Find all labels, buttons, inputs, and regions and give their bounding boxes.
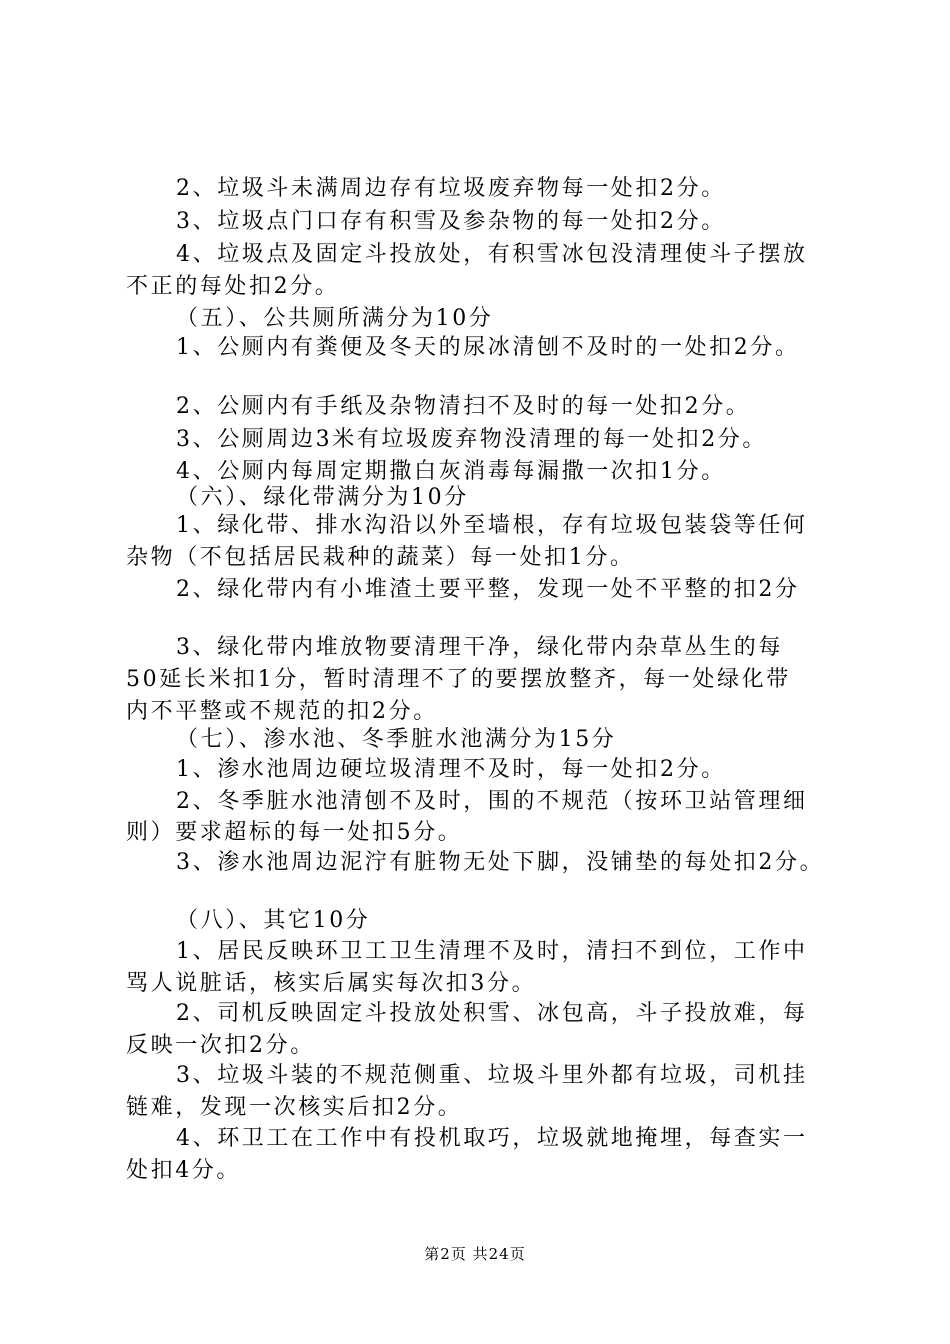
section-heading: （七）、渗水池、冬季脏水池满分为15分: [176, 727, 617, 752]
body-line: 4、公厕内每周定期撒白灰消毒每漏撒一次扣1分。: [176, 459, 726, 484]
body-line: 1、绿化带、排水沟沿以外至墙根，存有垃圾包装袋等任何: [176, 513, 808, 538]
body-line: 2、冬季脏水池清刨不及时，围的不规范（按环卫站管理细: [176, 789, 808, 814]
body-line: 4、垃圾点及固定斗投放处，有积雪冰包没清理使斗子摆放: [176, 242, 808, 267]
body-line: 2、司机反映固定斗投放处积雪、冰包高，斗子投放难，每: [176, 1001, 808, 1026]
body-line: 3、垃圾斗装的不规范侧重、垃圾斗里外都有垃圾，司机挂: [176, 1063, 808, 1088]
section-heading: （六）、绿化带满分为10分: [176, 485, 469, 510]
page-number-footer: 第2页 共24页: [424, 1245, 526, 1263]
body-line: 链难，发现一次核实后扣2分。: [126, 1095, 463, 1120]
body-line: 杂物（不包括居民栽种的蔬菜）每一处扣1分。: [126, 545, 635, 570]
body-line: 2、垃圾斗未满周边存有垃圾废弃物每一处扣2分。: [176, 176, 726, 201]
body-line: 3、公厕周边3米有垃圾废弃物没清理的每一处扣2分。: [176, 427, 767, 452]
body-line: 内不平整或不规范的扣2分。: [126, 699, 438, 724]
body-line: 4、环卫工在工作中有投机取巧，垃圾就地掩埋，每查实一: [176, 1126, 808, 1151]
section-heading: （八）、其它10分: [176, 908, 371, 933]
body-line: 1、渗水池周边硬垃圾清理不及时，每一处扣2分。: [176, 757, 726, 782]
body-line: 2、绿化带内有小堆渣土要平整，发现一处不平整的扣2分: [176, 577, 800, 602]
body-line: 3、垃圾点门口存有积雪及参杂物的每一处扣2分。: [176, 209, 726, 234]
body-line: 50延长米扣1分，暂时清理不了的要摆放整齐，每一处绿化带: [126, 667, 791, 692]
section-heading: （五）、公共厕所满分为10分: [176, 306, 494, 331]
body-line: 处扣4分。: [126, 1158, 241, 1183]
body-line: 不正的每处扣2分。: [126, 274, 340, 299]
body-line: 1、居民反映环卫工卫生清理不及时，清扫不到位，工作中: [176, 939, 808, 964]
body-line: 骂人说脏话，核实后属实每次扣3分。: [126, 971, 537, 996]
body-line: 2、公厕内有手纸及杂物清扫不及时的每一处扣2分。: [176, 394, 751, 419]
body-line: 3、渗水池周边泥泞有脏物无处下脚，没铺垫的每处扣2分。: [176, 850, 825, 875]
body-line: 则）要求超标的每一处扣5分。: [126, 820, 463, 845]
body-line: 1、公厕内有粪便及冬天的尿冰清刨不及时的一处扣2分。: [176, 335, 800, 360]
body-line: 3、绿化带内堆放物要清理干净，绿化带内杂草丛生的每: [176, 635, 783, 660]
body-line: 反映一次扣2分。: [126, 1033, 315, 1058]
